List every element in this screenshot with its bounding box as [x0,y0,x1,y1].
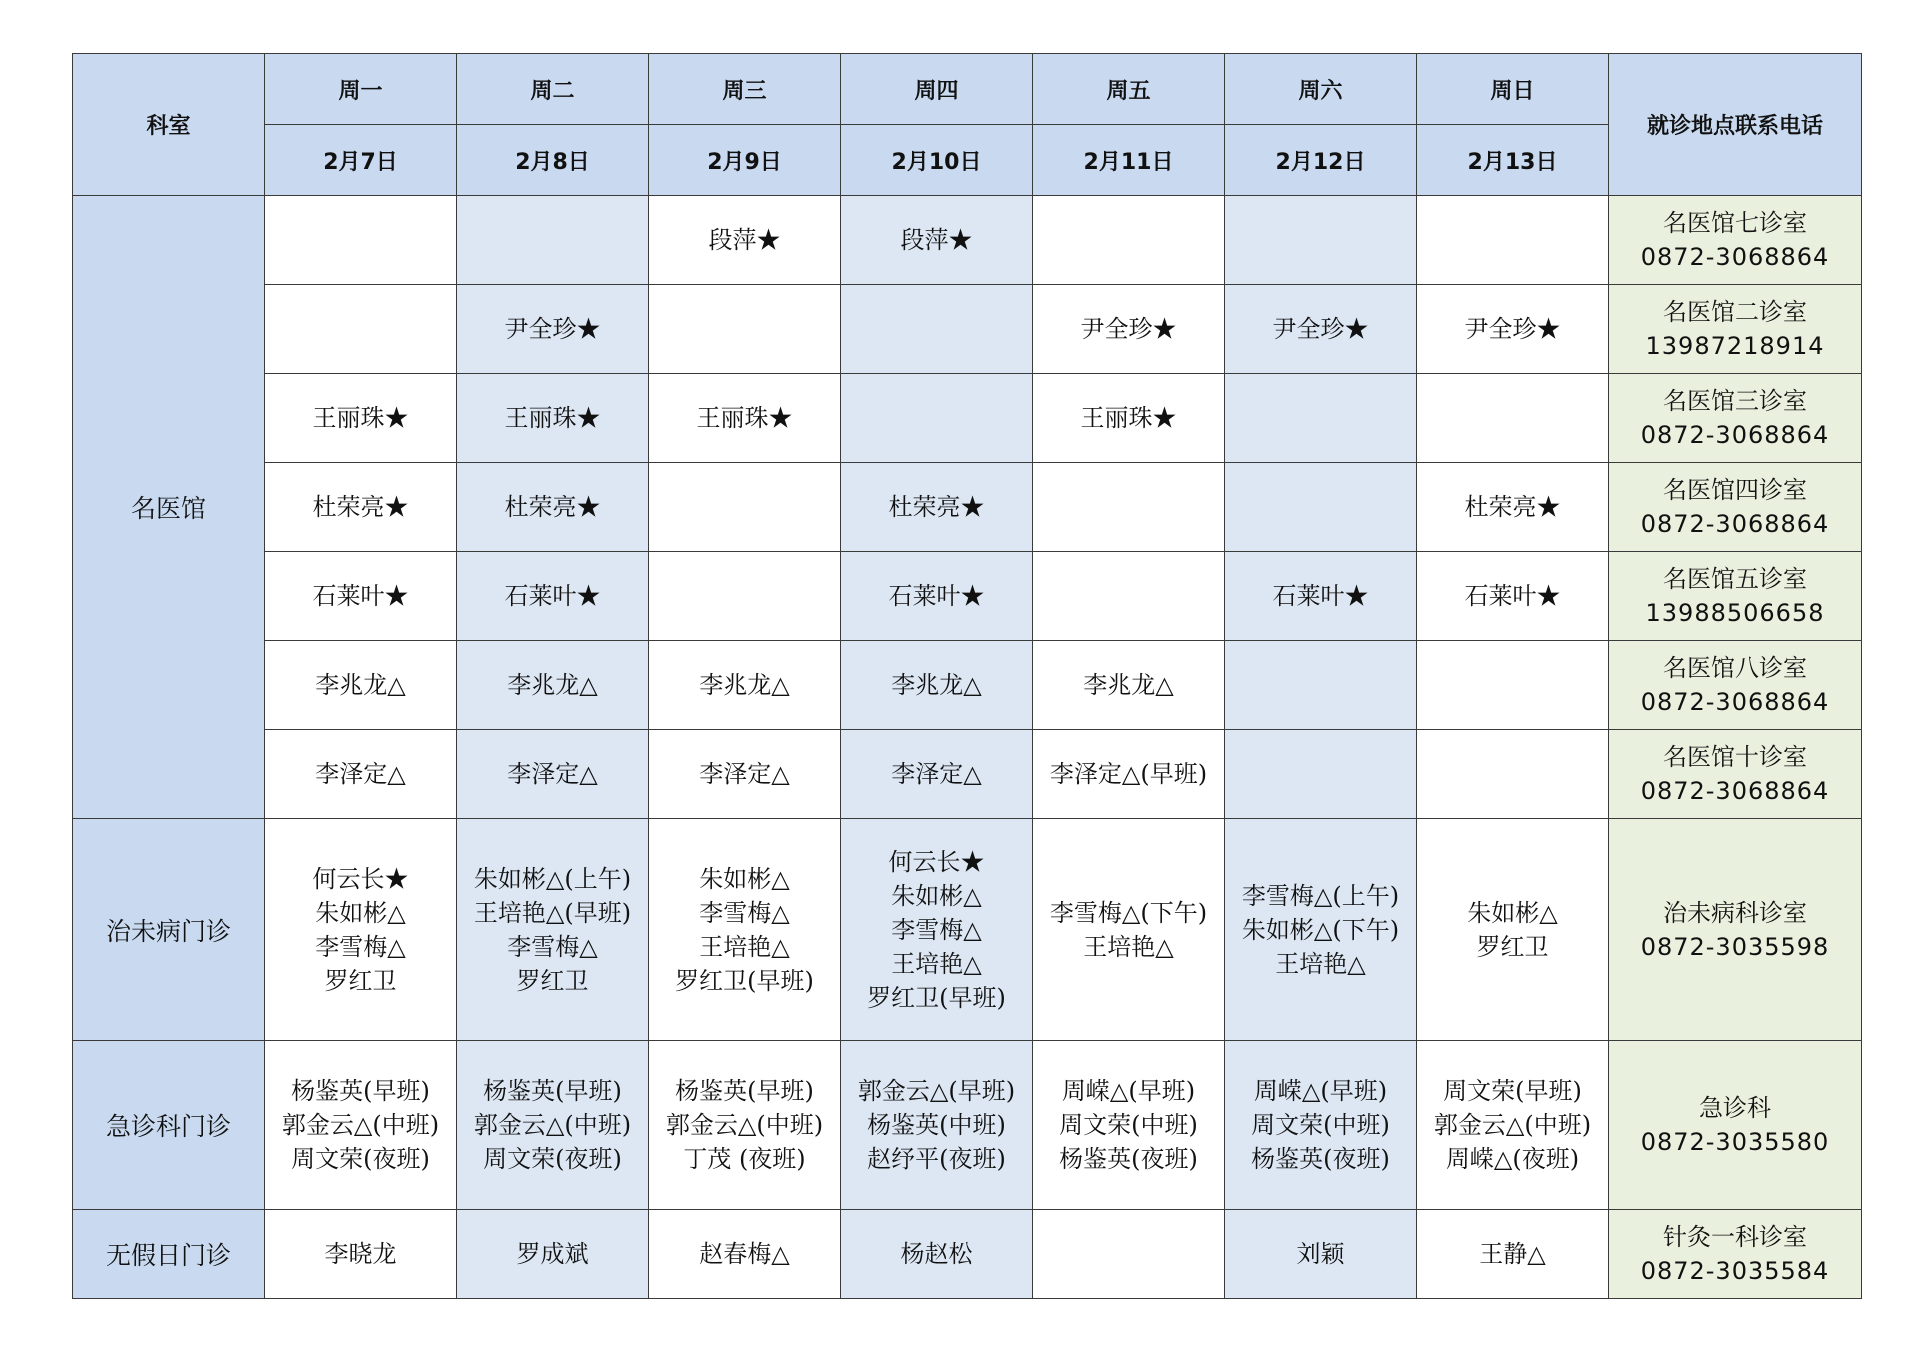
doctor-cell [1225,374,1417,463]
doctor-cell [649,285,841,374]
date-header: 2月7日 [265,125,457,196]
doctor-cell: 刘颖 [1225,1210,1417,1299]
date-header: 2月12日 [1225,125,1417,196]
doctor-entry: 李雪梅△ [507,932,598,961]
doctor-entry: 杨鉴英(中班) [867,1111,1006,1139]
doctor-entry: 何云长★ [888,847,985,876]
contact-cell [1609,1210,1862,1299]
date-header: 2月13日 [1417,125,1609,196]
doctor-cell: 李兆龙△ [457,641,649,730]
weekday-header: 周一 [265,54,457,125]
doctor-cell [1225,463,1417,552]
doctor-cell: 王静△ [1417,1210,1609,1299]
doctor-cell [1417,641,1609,730]
doctor-cell [457,819,649,1041]
doctor-cell [1033,1210,1225,1299]
clinic-phone: 0872-3035580 [1640,1128,1830,1156]
doctor-entry: 周文荣(夜班) [483,1145,622,1173]
doctor-cell: 石莱叶★ [1417,552,1609,641]
clinic-phone: 0872-3068864 [1640,777,1830,805]
doctor-cell [265,196,457,285]
doctor-entry: 王培艳△ [1083,932,1174,961]
doctor-cell: 尹全珍★ [1225,285,1417,374]
doctor-entry: 杨鉴英(早班) [483,1077,622,1105]
doctor-cell [457,196,649,285]
doctor-cell [1033,463,1225,552]
doctor-entry: 杨鉴英(夜班) [1059,1145,1198,1173]
doctor-cell: 石莱叶★ [841,552,1033,641]
contact-cell [1609,196,1862,285]
doctor-cell: 尹全珍★ [1417,285,1609,374]
doctor-entry: 周文荣(夜班) [291,1145,430,1173]
doctor-cell: 赵春梅△ [649,1210,841,1299]
dept-name-cell: 名医馆 [73,196,265,819]
doctor-entry: 罗红卫 [1476,932,1549,961]
doctor-entry: 郭金云△(中班) [1433,1111,1592,1139]
contact-cell [1609,1041,1862,1210]
doctor-entry: 郭金云△(早班) [857,1077,1016,1105]
doctor-cell: 杜荣亮★ [457,463,649,552]
doctor-entry: 王培艳△ [1275,949,1366,978]
contact-cell [1609,374,1862,463]
doctor-entry: 周文荣(早班) [1443,1077,1582,1105]
doctor-cell: 李泽定△ [265,730,457,819]
clinic-location: 名医馆五诊室 [1663,565,1807,593]
doctor-entry: 王培艳△ [891,949,982,978]
doctor-entry: 朱如彬△(下午) [1241,915,1400,944]
doctor-cell: 石莱叶★ [457,552,649,641]
doctor-cell: 李兆龙△ [265,641,457,730]
doctor-cell [1417,819,1609,1041]
doctor-entry: 朱如彬△(上午) [473,864,632,893]
duty-roster-table [72,53,1862,1299]
doctor-cell [1417,196,1609,285]
doctor-cell: 李兆龙△ [1033,641,1225,730]
table-row [73,285,1862,374]
weekday-header: 周三 [649,54,841,125]
doctor-cell: 尹全珍★ [457,285,649,374]
table-row [73,819,1862,1041]
doctor-cell: 杜荣亮★ [1417,463,1609,552]
doctor-cell [1033,1041,1225,1210]
doctor-cell: 李晓龙 [265,1210,457,1299]
doctor-entry: 朱如彬△ [699,864,790,893]
doctor-cell: 王丽珠★ [457,374,649,463]
weekday-header: 周五 [1033,54,1225,125]
doctor-entry: 丁茂 (夜班) [683,1145,806,1173]
doctor-cell: 王丽珠★ [649,374,841,463]
clinic-phone: 0872-3035584 [1640,1257,1830,1285]
doctor-cell [1225,1041,1417,1210]
doctor-entry: 李雪梅△ [315,932,406,961]
doctor-entry: 郭金云△(中班) [281,1111,440,1139]
dept-name-cell: 急诊科门诊 [73,1041,265,1210]
doctor-entry: 朱如彬△ [891,881,982,910]
doctor-cell: 杨赵松 [841,1210,1033,1299]
weekday-header: 周六 [1225,54,1417,125]
clinic-phone: 13987218914 [1645,332,1825,360]
doctor-entry: 周嵘△(早班) [1253,1077,1388,1105]
table-row [73,552,1862,641]
weekday-header: 周日 [1417,54,1609,125]
table-row [73,463,1862,552]
contact-cell [1609,552,1862,641]
header-date-row [73,125,1862,196]
contact-cell [1609,641,1862,730]
doctor-cell: 王丽珠★ [1033,374,1225,463]
doctor-cell [1033,196,1225,285]
clinic-location: 名医馆十诊室 [1663,743,1807,771]
dept-column-header: 科室 [73,54,265,196]
doctor-cell: 杜荣亮★ [841,463,1033,552]
doctor-entry: 郭金云△(中班) [473,1111,632,1139]
contact-cell [1609,463,1862,552]
doctor-cell: 李兆龙△ [649,641,841,730]
doctor-cell: 罗成斌 [457,1210,649,1299]
doctor-cell: 杜荣亮★ [265,463,457,552]
clinic-location: 针灸一科诊室 [1663,1223,1807,1251]
doctor-cell: 李泽定△ [457,730,649,819]
doctor-cell [1417,730,1609,819]
doctor-cell [1417,374,1609,463]
doctor-cell: 王丽珠★ [265,374,457,463]
doctor-cell: 李泽定△(早班) [1033,730,1225,819]
contact-cell [1609,819,1862,1041]
doctor-cell: 李泽定△ [841,730,1033,819]
doctor-entry: 周嵘△(早班) [1061,1077,1196,1105]
doctor-cell [1225,730,1417,819]
clinic-location: 名医馆二诊室 [1663,298,1807,326]
table-row [73,374,1862,463]
doctor-cell [841,819,1033,1041]
weekday-header: 周四 [841,54,1033,125]
doctor-entry: 杨鉴英(早班) [291,1077,430,1105]
doctor-cell: 段萍★ [841,196,1033,285]
doctor-entry: 李雪梅△ [699,898,790,927]
clinic-location: 名医馆七诊室 [1663,209,1807,237]
doctor-entry: 周文荣(中班) [1059,1111,1198,1139]
doctor-entry: 李雪梅△(上午) [1241,881,1400,910]
date-header: 2月8日 [457,125,649,196]
doctor-cell [1033,819,1225,1041]
doctor-cell [265,285,457,374]
doctor-entry: 罗红卫(早班) [675,966,814,995]
table-row [73,1210,1862,1299]
doctor-cell: 李兆龙△ [841,641,1033,730]
doctor-entry: 赵纾平(夜班) [867,1145,1006,1173]
contact-cell [1609,730,1862,819]
weekday-header: 周二 [457,54,649,125]
clinic-location: 名医馆四诊室 [1663,476,1807,504]
date-header: 2月9日 [649,125,841,196]
doctor-entry: 朱如彬△ [315,898,406,927]
doctor-entry: 周嵘△(夜班) [1445,1145,1580,1173]
table-row [73,196,1862,285]
doctor-entry: 朱如彬△ [1467,898,1558,927]
doctor-cell [841,1041,1033,1210]
doctor-entry: 杨鉴英(夜班) [1251,1145,1390,1173]
doctor-cell [841,285,1033,374]
date-header: 2月10日 [841,125,1033,196]
clinic-location: 名医馆三诊室 [1663,387,1807,415]
clinic-phone: 13988506658 [1645,599,1825,627]
contact-column-header: 就诊地点联系电话 [1609,54,1862,196]
doctor-cell [1417,1041,1609,1210]
clinic-phone: 0872-3068864 [1640,243,1830,271]
clinic-location: 急诊科 [1699,1094,1771,1122]
clinic-phone: 0872-3068864 [1640,688,1830,716]
doctor-cell [457,1041,649,1210]
doctor-cell [265,819,457,1041]
clinic-location: 名医馆八诊室 [1663,654,1807,682]
table-row [73,730,1862,819]
doctor-entry: 王培艳△ [699,932,790,961]
date-header: 2月11日 [1033,125,1225,196]
doctor-cell: 石莱叶★ [265,552,457,641]
clinic-phone: 0872-3068864 [1640,421,1830,449]
clinic-location: 治未病科诊室 [1663,898,1807,927]
doctor-cell [649,1041,841,1210]
table-row [73,1041,1862,1210]
doctor-cell: 石莱叶★ [1225,552,1417,641]
doctor-entry: 罗红卫 [516,966,589,995]
doctor-cell [841,374,1033,463]
clinic-phone: 0872-3068864 [1640,510,1830,538]
doctor-cell [649,463,841,552]
dept-name-cell: 无假日门诊 [73,1210,265,1299]
doctor-cell: 尹全珍★ [1033,285,1225,374]
doctor-cell [649,819,841,1041]
doctor-cell: 李泽定△ [649,730,841,819]
doctor-entry: 何云长★ [312,864,409,893]
doctor-entry: 王培艳△(早班) [473,898,632,927]
contact-cell [1609,285,1862,374]
doctor-cell [1225,196,1417,285]
roster-body [73,196,1862,1299]
doctor-entry: 李雪梅△ [891,915,982,944]
header-weekday-row [73,54,1862,125]
table-row [73,641,1862,730]
doctor-cell [1225,819,1417,1041]
doctor-cell [1033,552,1225,641]
doctor-cell [649,552,841,641]
clinic-phone: 0872-3035598 [1640,932,1830,961]
doctor-entry: 周文荣(中班) [1251,1111,1390,1139]
dept-name-cell: 治未病门诊 [73,819,265,1041]
doctor-cell [265,1041,457,1210]
doctor-entry: 郭金云△(中班) [665,1111,824,1139]
doctor-entry: 罗红卫 [324,966,397,995]
doctor-entry: 杨鉴英(早班) [675,1077,814,1105]
doctor-cell: 段萍★ [649,196,841,285]
doctor-entry: 李雪梅△(下午) [1049,898,1208,927]
doctor-entry: 罗红卫(早班) [867,983,1006,1012]
doctor-cell [1225,641,1417,730]
